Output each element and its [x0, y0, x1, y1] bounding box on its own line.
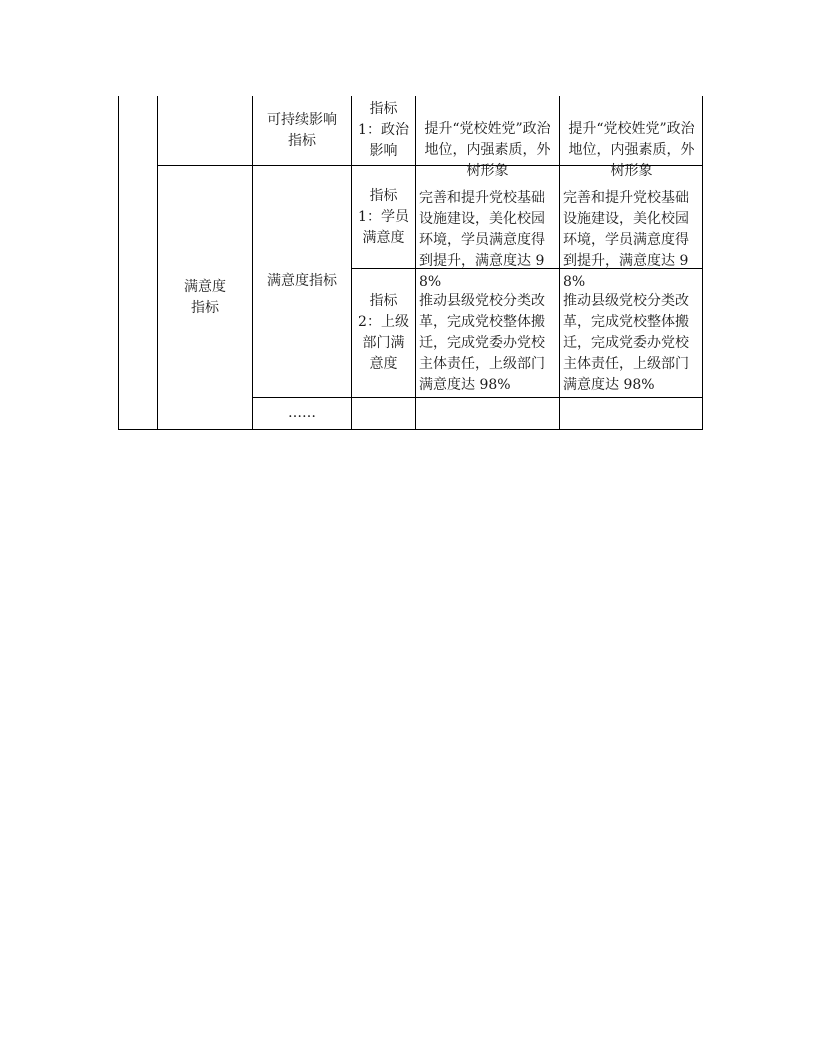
student-satisfaction-target-b-text: 完善和提升党校基础设施建设，美化校园环境，学员满意度得到提升，满意度达 98%	[563, 190, 689, 290]
sustainable-impact-level2-label: 可持续影响 指标	[267, 111, 337, 149]
student-satisfaction-indicator-label: 指标 1：学员 满意度	[358, 187, 409, 246]
superior-satisfaction-target-a-cell	[419, 270, 557, 396]
table-col-divider-4	[415, 96, 416, 430]
satisfaction-level2-cell	[253, 166, 351, 397]
sustainable-impact-level2-cell	[253, 96, 351, 165]
table-border-right	[702, 96, 703, 430]
satisfaction-level1-cell	[158, 166, 252, 430]
satisfaction-level1-label: 满意度 指标	[184, 279, 226, 316]
political-impact-target-a-text: 提升“党校姓党”政治地位，内强素质，外树形象	[424, 121, 551, 179]
table-col-divider-5	[559, 96, 560, 430]
ellipsis-cell	[253, 398, 351, 429]
political-impact-target-b-text: 提升“党校姓党”政治地位，内强素质，外树形象	[568, 121, 695, 179]
political-impact-indicator-cell	[352, 96, 415, 165]
superior-satisfaction-indicator-label: 指标 2：上级 部门满 意度	[358, 293, 409, 372]
superior-satisfaction-target-a-text: 推动县级党校分类改革，完成党校整体搬迁，完成党委办党校主体责任，上级部门满意度达 98%	[419, 293, 545, 393]
student-satisfaction-indicator-cell	[352, 166, 415, 268]
ellipsis-text: ……	[288, 405, 316, 421]
table-border-left	[118, 96, 119, 430]
superior-satisfaction-target-b-text: 推动县级党校分类改革，完成党校整体搬迁，完成党委办党校主体责任，上级部门满意度达 98%	[563, 293, 689, 393]
satisfaction-level2-label: 满意度指标	[267, 273, 337, 289]
student-satisfaction-target-a-text: 完善和提升党校基础设施建设，美化校园环境，学员满意度得到提升，满意度达 98%	[419, 190, 545, 290]
political-impact-indicator-label: 指标 1：政治 影响	[358, 101, 409, 159]
superior-satisfaction-target-b-cell	[563, 270, 701, 396]
superior-satisfaction-indicator-cell	[352, 269, 415, 397]
